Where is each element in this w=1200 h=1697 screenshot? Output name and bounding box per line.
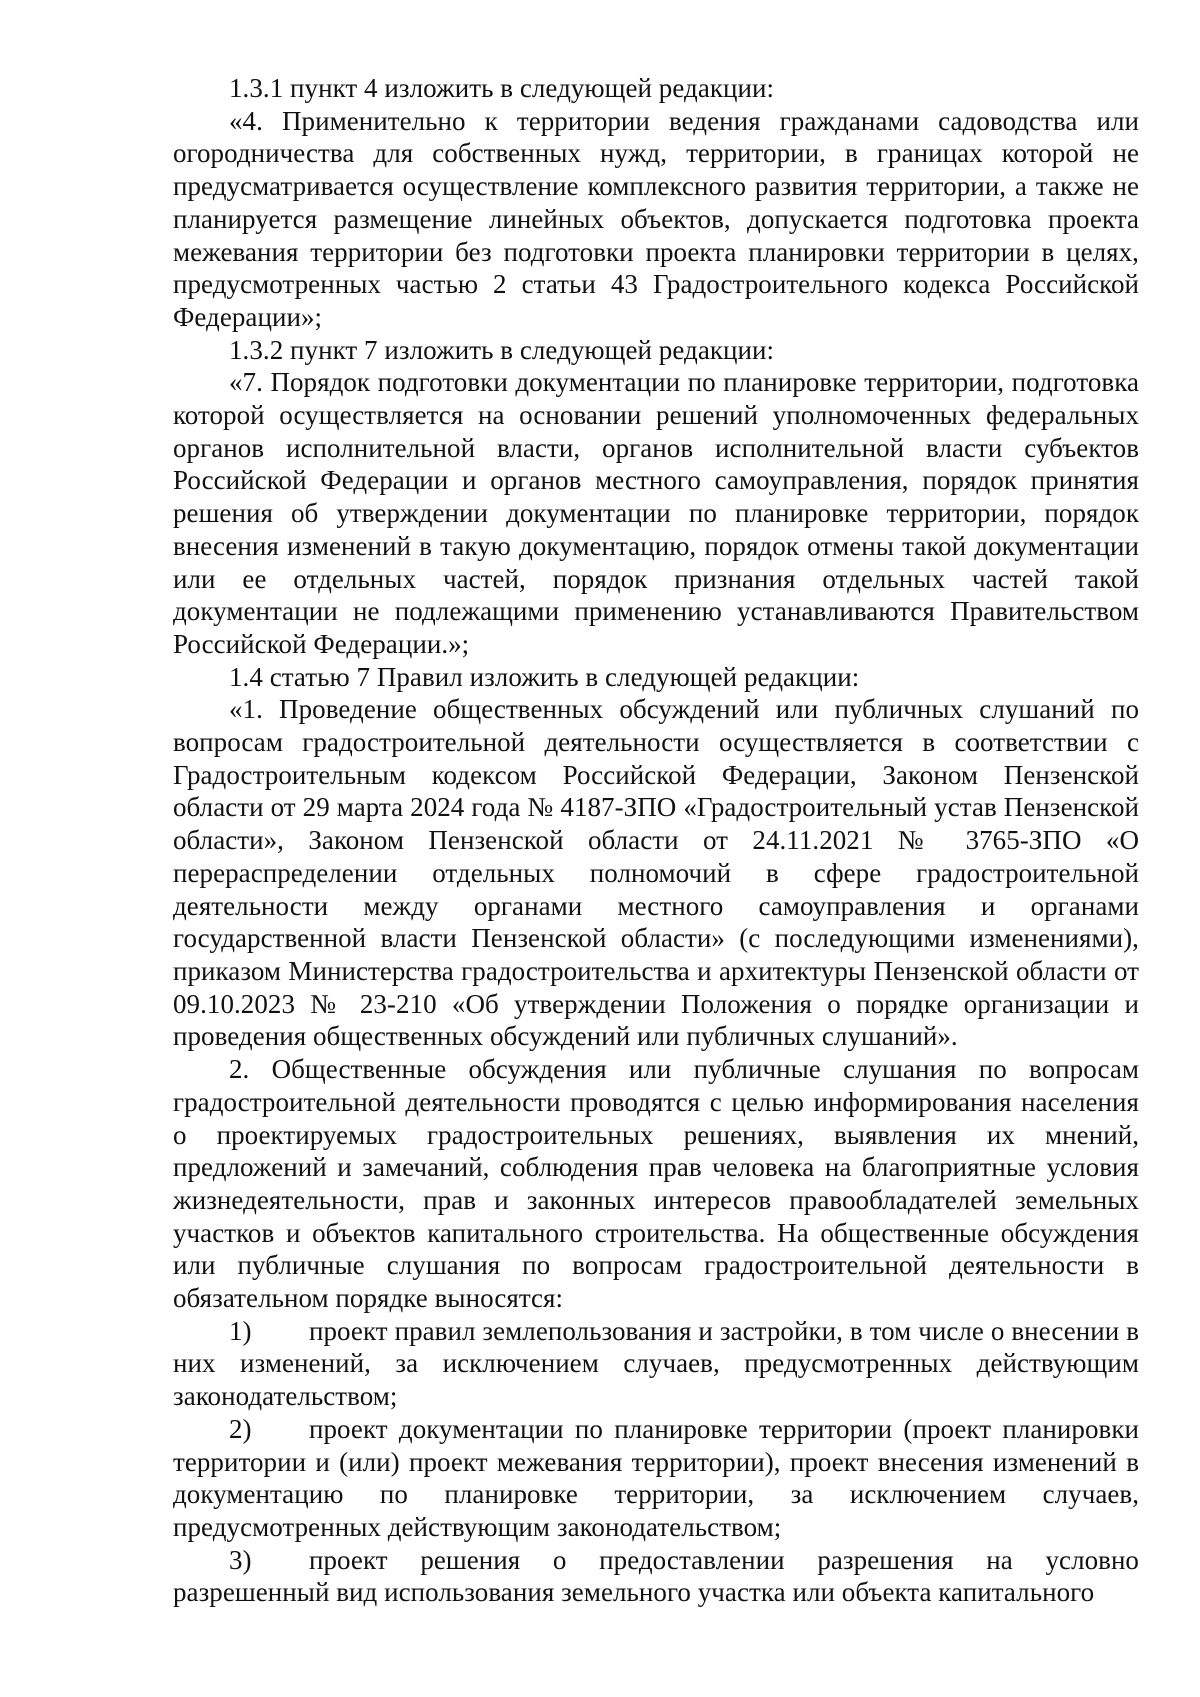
list-item [173,1413,1139,1544]
paragraph-article-7-part-2: 2. Общественные обсуждения или публичные слушания по вопросам градостроительной деятельности проводятся с целью информирования населения о проектируемых градостроительных решениях, выявления их мнений, предложений и замечаний, соблюдения прав человека на благоприятные условия жизнедеятельности, прав и законных интересов правообладателей земельных участков и объектов капитального строительства. На общественные обсуждения или публичные слушания по вопросам градостроительной деятельности в обязательном порядке выносятся: [173,1054,1139,1314]
document-page [173,72,1139,1609]
paragraph-point-4: «4. Применительно к территории ведения гражданами садоводства или огородничества для собственных нужд, территории, в границах которой не предусматривается осуществление комплексного развития территории, а также не планируется размещение линейных объектов, допускается подготовка проекта межевания территории без подготовки проекта планировки территории в целях, предусмотренных частью 2 статьи 43 Градостроительного кодекса Российской Федерации»; [173,105,1139,332]
paragraph-point-7: «7. Порядок подготовки документации по планировке территории, подготовка которой осуществляется на основании решений уполномоченных федеральных органов исполнительной власти, органов исполнительной власти субъектов Российской Федерации и органов местного самоуправления, порядок принятия решения об утверждении документации по планировке территории, порядок внесения изменений в такую документацию, порядок отмены такой документации или ее отдельных частей, порядок признания отдельных частей такой документации не подлежащими применению устанавливаются Правительством Российской Федерации.»; [173,367,1139,659]
list-item [173,1544,1139,1609]
paragraph-1-4-heading: 1.4 статью 7 Правил изложить в следующей редакции: [229,661,860,692]
list-item-text: проект решения о предоставлении разрешения на условно разрешенный вид использования земельного участка или объекта капитального [173,1544,1139,1608]
list-item-text: проект документации по планировке территории (проект планировки территории и (или) проект межевания территории), проект внесения изменений в документацию по планировке территории, за исключением случаев, предусмотренных действующим законодательством; [173,1413,1139,1542]
list-item-number: 2) [229,1413,252,1444]
list-item-number: 3) [229,1544,252,1575]
paragraph-1-3-1-heading: 1.3.1 пункт 4 изложить в следующей редакции: [229,73,775,103]
paragraph-article-7-part-1: «1. Проведение общественных обсуждений или публичных слушаний по вопросам градостроительной деятельности осуществляется в соответствии с Градостроительным кодексом Российской Федерации, Законом Пензенской области от 29 марта 2024 года № 4187-ЗПО «Градостроительный устав Пензенской области», Законом Пензенской области от 24.11.2021 № 3765-ЗПО «О перераспределении отдельных полномочий в сфере градостроительной деятельности между органами местного самоуправления и органами государственной власти Пензенской области» (с последующими изменениями), приказом Министерства градостроительства и архитектуры Пензенской области от 09.10.2023 № 23-210 «Об утверждении Положения о порядке организации и проведения общественных обсуждений или публичных слушаний». [173,694,1139,1052]
list-item-text: проект правил землепользования и застройки, в том числе о внесении в них изменений, за исключением случаев, предусмотренных действующим законодательством; [173,1315,1139,1412]
list-item-number: 1) [229,1315,252,1346]
paragraph-1-3-2-heading: 1.3.2 пункт 7 изложить в следующей редакции: [229,334,775,365]
list-item [173,1315,1139,1413]
